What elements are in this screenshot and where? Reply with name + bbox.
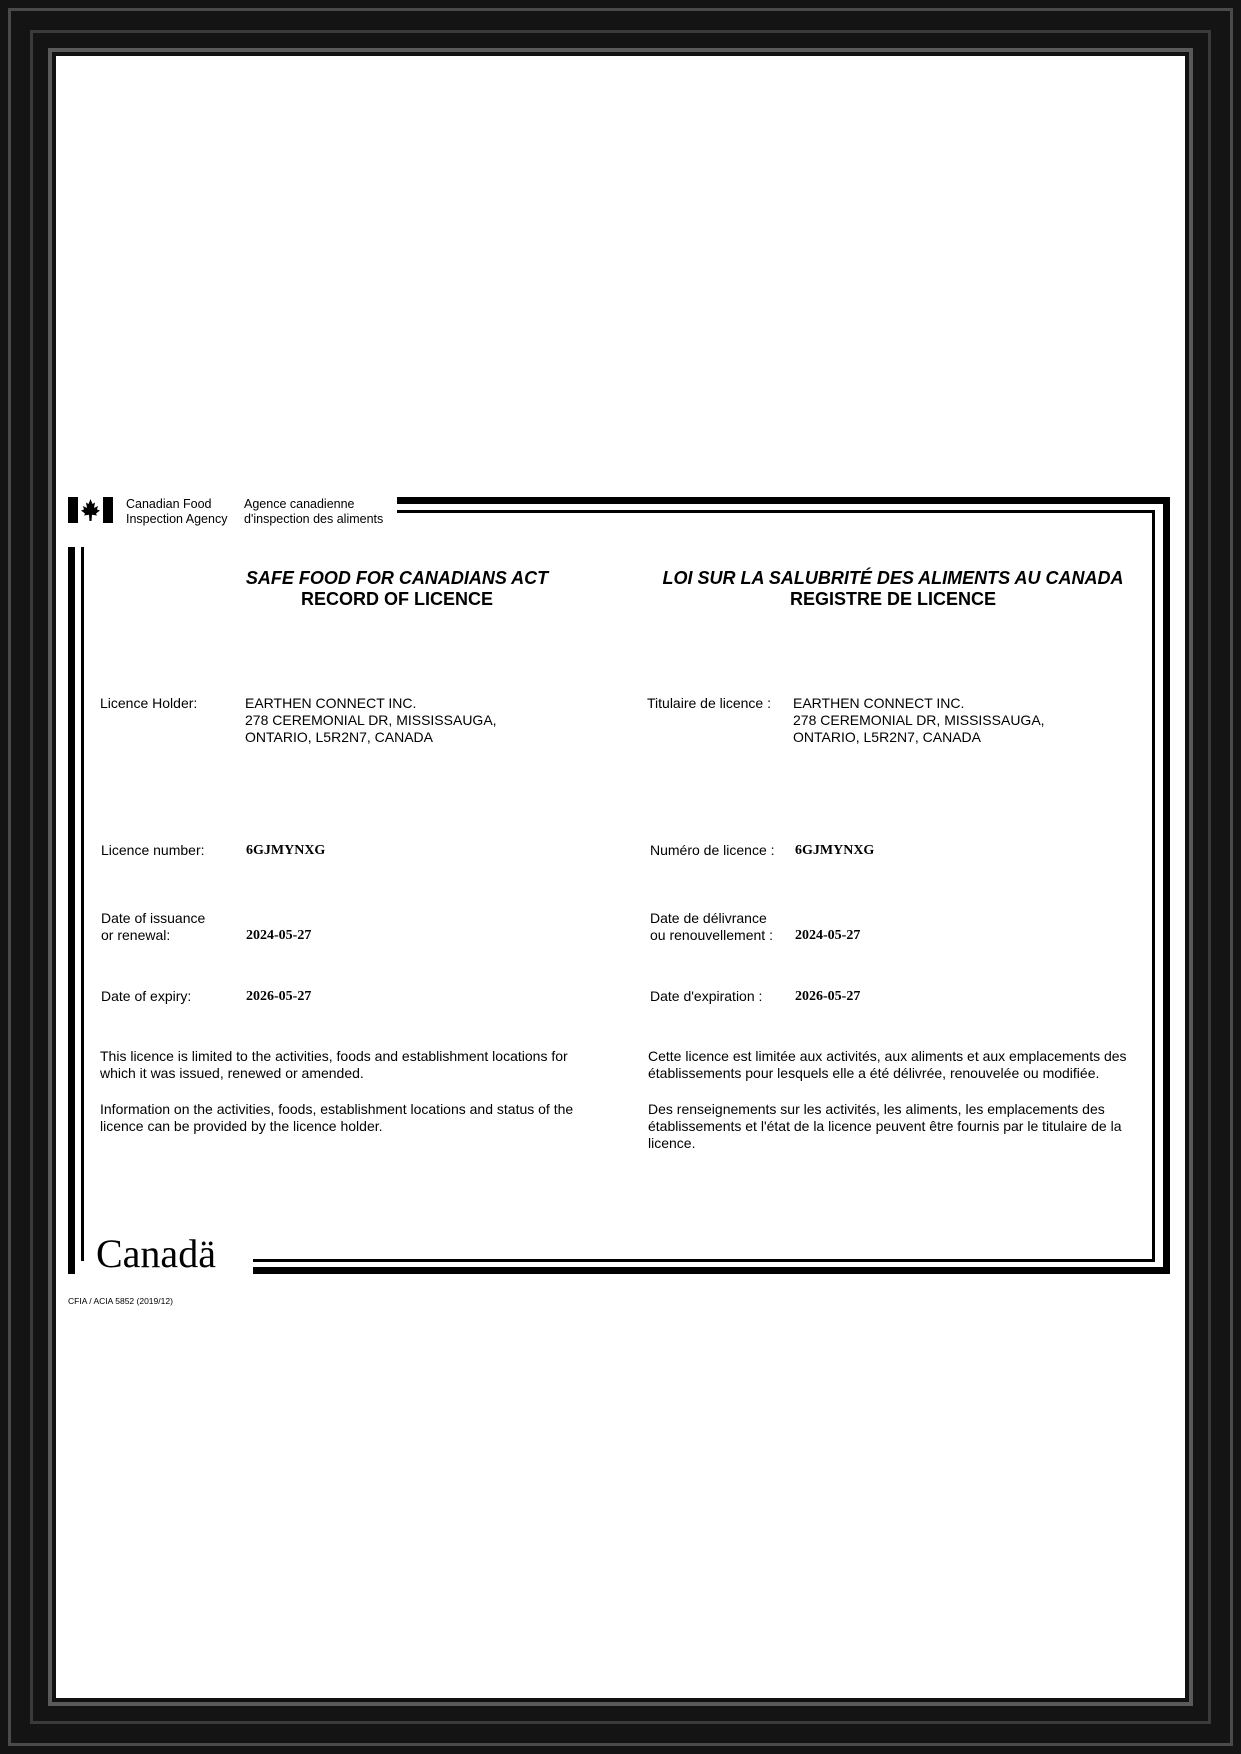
border-bottom-outer (253, 1267, 1170, 1274)
notes-en-p1: This licence is limited to the activities, foods and establishment locations for which it was issued, renewed or amended. (100, 1048, 568, 1081)
agency-name-en (126, 497, 227, 527)
holder-info-en (245, 695, 497, 746)
agency-fr-line2: d'inspection des aliments (244, 512, 384, 526)
border-left-inner (81, 547, 84, 1261)
notes-fr (648, 1048, 1128, 1152)
licence-number-label-fr: Numéro de licence : (650, 842, 775, 858)
licence-number-value-en: 6GJMYNXG (246, 843, 326, 858)
expiry-label-fr: Date d'expiration : (650, 988, 763, 1004)
notes-en-p2: Information on the activities, foods, establishment locations and status of the licence can be provided by the licence holder. (100, 1101, 574, 1134)
act-title-fr: LOI SUR LA SALUBRITÉ DES ALIMENTS AU CANADA (662, 568, 1124, 588)
border-bottom-inner (253, 1259, 1155, 1262)
agency-en-line2: Inspection Agency (126, 512, 228, 526)
holder-label-fr: Titulaire de licence : (647, 695, 771, 711)
issuance-label-en-line1: Date of issuance (101, 910, 206, 926)
issuance-label-en (101, 910, 205, 944)
border-right-inner (1152, 510, 1155, 1262)
agency-name-fr (244, 497, 383, 527)
expiry-value-en: 2026-05-27 (246, 989, 312, 1004)
holder-address2-fr: ONTARIO, L5R2N7, CANADA (793, 729, 982, 745)
canada-flag-icon (68, 497, 113, 523)
canada-wordmark: Canadä (96, 1231, 216, 1276)
issuance-label-fr (650, 910, 773, 944)
licence-number-value-fr: 6GJMYNXG (795, 843, 875, 858)
issuance-value-fr: 2024-05-27 (795, 928, 861, 943)
holder-address1-en: 278 CEREMONIAL DR, MISSISSAUGA, (245, 712, 497, 728)
holder-label-en: Licence Holder: (100, 695, 198, 711)
border-right-outer (1163, 497, 1170, 1274)
agency-fr-line1: Agence canadienne (244, 497, 355, 511)
holder-address1-fr: 278 CEREMONIAL DR, MISSISSAUGA, (793, 712, 1045, 728)
record-title-en: RECORD OF LICENCE (300, 589, 493, 609)
form-code: CFIA / ACIA 5852 (2019/12) (68, 1296, 173, 1306)
issuance-label-en-line2: or renewal: (101, 927, 171, 943)
title-en (132, 568, 662, 610)
licence-number-label-en: Licence number: (101, 842, 205, 858)
border-top-inner (397, 510, 1155, 513)
notes-fr-p2: Des renseignements sur les activités, les aliments, les emplacements des établissements et l'état de la licence peuvent être fournis par le titulaire de la licence. (648, 1101, 1122, 1151)
issuance-label-fr-line2: ou renouvellement : (650, 927, 773, 943)
holder-address2-en: ONTARIO, L5R2N7, CANADA (245, 729, 434, 745)
holder-name-fr: EARTHEN CONNECT INC. (793, 695, 965, 711)
holder-name-en: EARTHEN CONNECT INC. (245, 695, 417, 711)
act-title-en: SAFE FOOD FOR CANADIANS ACT (245, 568, 549, 588)
notes-fr-p1: Cette licence est limitée aux activités, aux aliments et aux emplacements des établissements pour lesquels elle a été délivrée, renouvelée ou modifiée. (648, 1048, 1127, 1081)
holder-info-fr (793, 695, 1045, 746)
border-left-outer (68, 547, 75, 1274)
notes-en (100, 1048, 600, 1135)
expiry-label-en: Date of expiry: (101, 988, 192, 1004)
expiry-value-fr: 2026-05-27 (795, 989, 861, 1004)
record-title-fr: REGISTRE DE LICENCE (789, 589, 997, 609)
border-top-outer (397, 497, 1170, 504)
title-fr (638, 568, 1148, 610)
agency-en-line1: Canadian Food (126, 497, 212, 511)
issuance-value-en: 2024-05-27 (246, 928, 312, 943)
issuance-label-fr-line1: Date de délivrance (650, 910, 767, 926)
